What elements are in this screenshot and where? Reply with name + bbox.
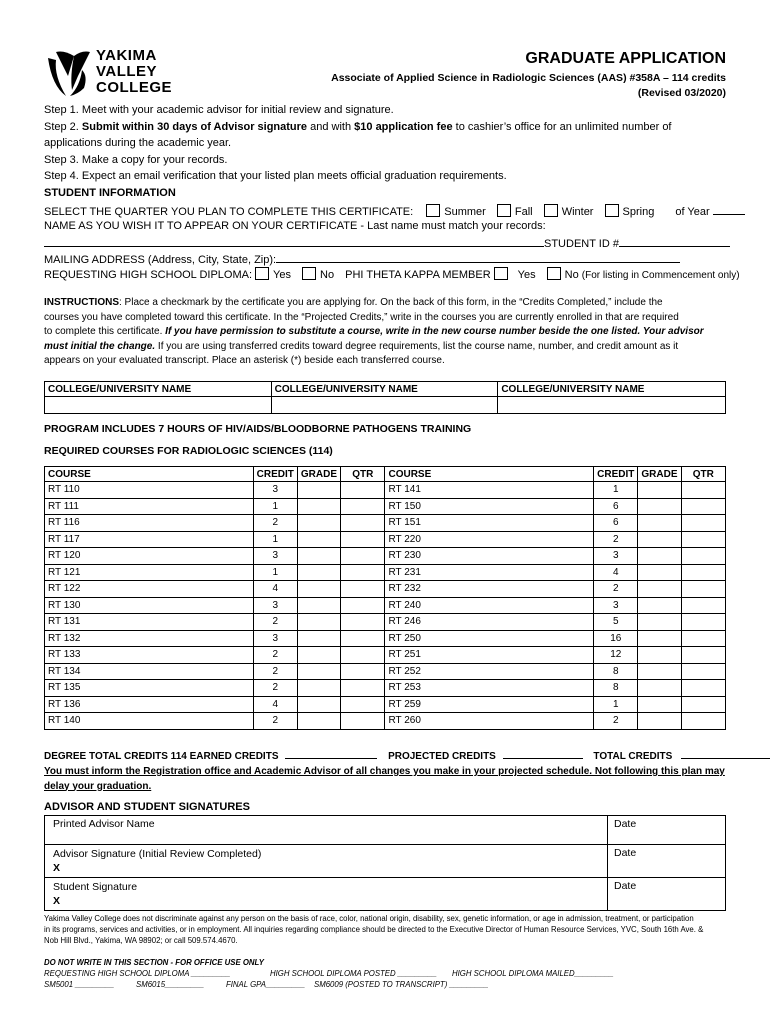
- right-grade-cell[interactable]: [638, 614, 681, 631]
- left-credit-cell: 3: [253, 630, 297, 647]
- right-course-cell: RT 246: [385, 614, 594, 631]
- of-year-label: of Year: [675, 206, 710, 218]
- left-qtr-cell[interactable]: [341, 515, 385, 532]
- right-credit-cell: 5: [594, 614, 638, 631]
- left-grade-cell[interactable]: [297, 713, 340, 730]
- course-header: COURSE: [45, 467, 254, 482]
- notice-l1: You must inform the Registration office and Academic Advisor of all changes you make in your projected schedule. Not following this plan may: [44, 766, 725, 777]
- left-credit-cell: 1: [253, 531, 297, 548]
- date-label-1: Date: [614, 818, 637, 830]
- student-id-label: STUDENT ID #: [544, 238, 619, 250]
- left-qtr-cell[interactable]: [341, 581, 385, 598]
- table-row: [45, 647, 726, 664]
- table-row: [45, 630, 726, 647]
- left-grade-cell[interactable]: [297, 597, 340, 614]
- right-grade-cell[interactable]: [638, 515, 681, 532]
- table-row: [45, 498, 726, 515]
- earned-credits-field[interactable]: [285, 748, 377, 759]
- right-credit-cell: 2: [594, 581, 638, 598]
- office-heading: DO NOT WRITE IN THIS SECTION - FOR OFFICE USE ONLY: [44, 958, 264, 967]
- instructions: [44, 296, 734, 369]
- instructions-label: INSTRUCTIONS: [44, 297, 119, 308]
- left-credit-cell: 2: [253, 680, 297, 697]
- right-course-cell: RT 230: [385, 548, 594, 565]
- right-credit-cell: 8: [594, 663, 638, 680]
- left-grade-cell[interactable]: [297, 548, 340, 565]
- advisor-signature-field[interactable]: [45, 845, 608, 878]
- instructions-l4b: If you are using transferred credits toward degree requirements, list the course name, number, and credit amount as it: [155, 340, 679, 352]
- right-grade-cell[interactable]: [638, 647, 681, 664]
- advisor-x-mark: X: [53, 862, 61, 874]
- left-qtr-cell[interactable]: [341, 531, 385, 548]
- left-credit-cell: 3: [253, 482, 297, 499]
- date-label-2: Date: [614, 847, 637, 859]
- notice-l2: delay your graduation.: [44, 780, 152, 792]
- college-field-3[interactable]: [498, 397, 726, 414]
- right-course-cell: RT 232: [385, 581, 594, 598]
- college-logo: [44, 46, 174, 98]
- left-course-cell: RT 121: [45, 564, 254, 581]
- projected-label: PROJECTED CREDITS: [388, 751, 496, 762]
- right-credit-cell: 6: [594, 515, 638, 532]
- right-qtr-cell[interactable]: [681, 630, 725, 647]
- right-qtr-cell[interactable]: [681, 647, 725, 664]
- credit-header-r: CREDIT: [594, 467, 638, 482]
- right-grade-cell[interactable]: [638, 663, 681, 680]
- notice: [44, 765, 734, 794]
- spring-label: Spring: [622, 206, 655, 218]
- right-grade-cell[interactable]: [638, 680, 681, 697]
- diploma-label: REQUESTING HIGH SCHOOL DIPLOMA:: [44, 269, 253, 281]
- office-sm6009: SM6009 (POSTED TO TRANSCRIPT) _________: [314, 980, 489, 989]
- right-qtr-cell[interactable]: [681, 564, 725, 581]
- right-qtr-cell[interactable]: [681, 482, 725, 499]
- qtr-header: QTR: [341, 467, 385, 482]
- right-credit-cell: 3: [594, 597, 638, 614]
- left-credit-cell: 2: [253, 614, 297, 631]
- step-2-fee: $10 application fee: [354, 120, 453, 133]
- left-grade-cell[interactable]: [297, 515, 340, 532]
- student-signature-field[interactable]: [45, 878, 608, 911]
- projected-credits-field[interactable]: [503, 748, 583, 759]
- student-id-field[interactable]: [619, 236, 730, 247]
- student-info-heading: STUDENT INFORMATION: [44, 187, 176, 199]
- left-course-cell: RT 136: [45, 696, 254, 713]
- left-grade-cell[interactable]: [297, 482, 340, 499]
- right-qtr-cell[interactable]: [681, 614, 725, 631]
- total-credits-field[interactable]: [681, 748, 770, 759]
- left-qtr-cell[interactable]: [341, 614, 385, 631]
- right-credit-cell: 6: [594, 498, 638, 515]
- table-row: [45, 548, 726, 565]
- student-x-mark: X: [53, 895, 61, 907]
- name-row: [44, 236, 729, 250]
- right-qtr-cell[interactable]: [681, 597, 725, 614]
- table-row: [45, 581, 726, 598]
- college-header-1: COLLEGE/UNIVERSITY NAME: [45, 382, 272, 397]
- winter-checkbox[interactable]: [544, 204, 558, 217]
- right-course-cell: RT 260: [385, 713, 594, 730]
- office-sm5001: SM5001 _________: [44, 980, 115, 989]
- left-grade-cell[interactable]: [297, 630, 340, 647]
- right-grade-cell[interactable]: [638, 696, 681, 713]
- left-course-cell: RT 132: [45, 630, 254, 647]
- winter-label: Winter: [561, 206, 594, 218]
- logo-line2: VALLEY: [96, 63, 158, 80]
- left-qtr-cell[interactable]: [341, 647, 385, 664]
- signatures-heading: ADVISOR AND STUDENT SIGNATURES: [44, 801, 250, 813]
- ptk-yes-label: Yes: [517, 269, 536, 281]
- instructions-l2: courses you have completed toward this certificate. In the “Projected Credits,” write in the courses you are currently enrolled in that are required: [44, 311, 679, 323]
- left-credit-cell: 1: [253, 498, 297, 515]
- left-course-cell: RT 120: [45, 548, 254, 565]
- left-qtr-cell[interactable]: [341, 597, 385, 614]
- left-grade-cell[interactable]: [297, 581, 340, 598]
- right-grade-cell[interactable]: [638, 597, 681, 614]
- right-grade-cell[interactable]: [638, 630, 681, 647]
- left-course-cell: RT 110: [45, 482, 254, 499]
- left-credit-cell: 2: [253, 515, 297, 532]
- right-credit-cell: 1: [594, 482, 638, 499]
- logo-line3: COLLEGE: [96, 79, 173, 96]
- left-credit-cell: 4: [253, 581, 297, 598]
- left-qtr-cell[interactable]: [341, 564, 385, 581]
- summer-checkbox[interactable]: [426, 204, 440, 217]
- step-2-mid: and with: [307, 120, 355, 133]
- instructions-l3a: to complete this certificate.: [44, 326, 166, 338]
- diploma-row: [44, 267, 740, 281]
- instructions-l1: : Place a checkmark by the certificate you are applying for. On the back of this form, in the “Credits Completed,” include the: [119, 297, 663, 308]
- summer-label: Summer: [444, 206, 486, 218]
- table-row: [45, 614, 726, 631]
- left-grade-cell[interactable]: [297, 498, 340, 515]
- grade-header-r: GRADE: [638, 467, 681, 482]
- table-row: [45, 482, 726, 499]
- right-credit-cell: 8: [594, 680, 638, 697]
- right-qtr-cell[interactable]: [681, 696, 725, 713]
- right-course-cell: RT 141: [385, 482, 594, 499]
- college-field-2[interactable]: [271, 397, 498, 414]
- right-course-cell: RT 251: [385, 647, 594, 664]
- office-req-diploma: REQUESTING HIGH SCHOOL DIPLOMA _________: [44, 969, 231, 978]
- left-course-cell: RT 133: [45, 647, 254, 664]
- date-field-3[interactable]: [608, 878, 726, 911]
- name-label: NAME AS YOU WISH IT TO APPEAR ON YOUR CERTIFICATE - Last name must match your records:: [44, 220, 546, 232]
- step-2-deadline: Submit within 30 days of Advisor signature: [81, 120, 308, 133]
- instructions-l3b: If you have permission to substitute a course, write in the new course number beside the one listed. Your advisor: [165, 326, 704, 338]
- left-grade-cell[interactable]: [297, 696, 340, 713]
- right-grade-cell[interactable]: [638, 548, 681, 565]
- right-credit-cell: 2: [594, 713, 638, 730]
- course-header-r: COURSE: [385, 467, 594, 482]
- left-grade-cell[interactable]: [297, 647, 340, 664]
- page-title: GRADUATE APPLICATION: [525, 50, 726, 67]
- right-credit-cell: 3: [594, 548, 638, 565]
- right-qtr-cell[interactable]: [681, 680, 725, 697]
- table-row: [45, 531, 726, 548]
- right-qtr-cell[interactable]: [681, 581, 725, 598]
- right-credit-cell: 12: [594, 647, 638, 664]
- right-grade-cell[interactable]: [638, 531, 681, 548]
- left-course-cell: RT 131: [45, 614, 254, 631]
- right-grade-cell[interactable]: [638, 482, 681, 499]
- course-table: [44, 466, 726, 730]
- spring-checkbox[interactable]: [605, 204, 619, 217]
- ptk-yes-checkbox[interactable]: [494, 267, 508, 280]
- right-qtr-cell[interactable]: [681, 548, 725, 565]
- office-diploma-mailed: HIGH SCHOOL DIPLOMA MAILED_________: [452, 969, 614, 978]
- left-course-cell: RT 140: [45, 713, 254, 730]
- left-course-cell: RT 117: [45, 531, 254, 548]
- nondiscrim-l2: in its programs, services and activities, or in employment. All inquiries regarding compliance should be directed to the Executive Director of Human Resource Services, YVC, South 16th Ave. &: [44, 925, 704, 934]
- qtr-header-r: QTR: [681, 467, 725, 482]
- diploma-no-checkbox[interactable]: [302, 267, 316, 280]
- quarter-row: [44, 204, 729, 218]
- steps: [44, 102, 729, 185]
- left-course-cell: RT 116: [45, 515, 254, 532]
- fall-label: Fall: [514, 206, 533, 218]
- right-grade-cell[interactable]: [638, 564, 681, 581]
- right-course-cell: RT 220: [385, 531, 594, 548]
- step-4: Step 4. Expect an email verification that your listed plan meets official graduation requirements.: [44, 170, 507, 182]
- step-2: [44, 119, 729, 136]
- instructions-l4a: must initial the change.: [44, 340, 156, 352]
- program-subtitle: Associate of Applied Science in Radiologic Sciences (AAS) #358A – 114 credits: [331, 72, 726, 84]
- mailing-field[interactable]: [276, 252, 680, 263]
- left-qtr-cell[interactable]: [341, 680, 385, 697]
- left-qtr-cell[interactable]: [341, 548, 385, 565]
- left-course-cell: RT 122: [45, 581, 254, 598]
- credit-header: CREDIT: [253, 467, 297, 482]
- date-field-2[interactable]: [608, 845, 726, 878]
- table-row: [45, 564, 726, 581]
- table-row: [45, 713, 726, 730]
- logo-line1: YAKIMA: [96, 47, 157, 64]
- left-credit-cell: 1: [253, 564, 297, 581]
- student-signature-label: Student Signature: [53, 881, 138, 893]
- right-credit-cell: 16: [594, 630, 638, 647]
- right-course-cell: RT 252: [385, 663, 594, 680]
- left-credit-cell: 2: [253, 713, 297, 730]
- program-note: PROGRAM INCLUDES 7 HOURS OF HIV/AIDS/BLOODBORNE PATHOGENS TRAINING: [44, 423, 472, 435]
- right-grade-cell[interactable]: [638, 498, 681, 515]
- left-grade-cell[interactable]: [297, 614, 340, 631]
- nondiscrim-l3: Nob Hill Blvd., Yakima, WA 98902; or call 509.574.4670.: [44, 936, 238, 945]
- degree-total-label: DEGREE TOTAL CREDITS 114 EARNED CREDITS: [44, 751, 279, 762]
- quarter-label: SELECT THE QUARTER YOU PLAN TO COMPLETE THIS CERTIFICATE:: [44, 206, 414, 218]
- left-course-cell: RT 135: [45, 680, 254, 697]
- diploma-yes-label: Yes: [273, 269, 291, 281]
- table-row: [45, 680, 726, 697]
- required-heading: REQUIRED COURSES FOR RADIOLOGIC SCIENCES (114): [44, 445, 333, 457]
- table-row: [45, 515, 726, 532]
- right-credit-cell: 1: [594, 696, 638, 713]
- logo-mark-icon: [44, 46, 96, 98]
- diploma-no-label: No: [320, 269, 335, 281]
- left-course-cell: RT 130: [45, 597, 254, 614]
- left-grade-cell[interactable]: [297, 663, 340, 680]
- right-qtr-cell[interactable]: [681, 713, 725, 730]
- right-course-cell: RT 250: [385, 630, 594, 647]
- diploma-yes-checkbox[interactable]: [255, 267, 269, 280]
- right-course-cell: RT 253: [385, 680, 594, 697]
- office-sm6015: SM6015_________: [136, 980, 205, 989]
- right-course-cell: RT 259: [385, 696, 594, 713]
- right-credit-cell: 2: [594, 531, 638, 548]
- college-header-2: COLLEGE/UNIVERSITY NAME: [271, 382, 498, 397]
- right-qtr-cell[interactable]: [681, 498, 725, 515]
- left-credit-cell: 2: [253, 663, 297, 680]
- office-use-section: [44, 957, 734, 990]
- office-row-2: [44, 979, 734, 990]
- mailing-label: MAILING ADDRESS (Address, City, State, Zip):: [44, 254, 277, 266]
- signature-table: [44, 815, 726, 911]
- left-course-cell: RT 134: [45, 663, 254, 680]
- left-qtr-cell[interactable]: [341, 713, 385, 730]
- grade-header: GRADE: [297, 467, 340, 482]
- nondiscrimination-statement: [44, 913, 734, 946]
- advisor-signature-label: Advisor Signature (Initial Review Completed): [53, 848, 262, 860]
- date-field-1[interactable]: [608, 816, 726, 845]
- fall-checkbox[interactable]: [497, 204, 511, 217]
- ptk-label: PHI THETA KAPPA MEMBER: [345, 269, 491, 281]
- office-diploma-posted: HIGH SCHOOL DIPLOMA POSTED _________: [270, 969, 437, 978]
- name-field[interactable]: [44, 236, 544, 247]
- step-2-rest: to cashier’s office for an unlimited number of: [452, 120, 672, 133]
- college-header-3: COLLEGE/UNIVERSITY NAME: [498, 382, 726, 397]
- left-credit-cell: 3: [253, 597, 297, 614]
- left-qtr-cell[interactable]: [341, 498, 385, 515]
- left-grade-cell[interactable]: [297, 531, 340, 548]
- right-grade-cell[interactable]: [638, 713, 681, 730]
- left-course-cell: RT 111: [45, 498, 254, 515]
- step-2-cont: applications during the academic year.: [44, 137, 232, 149]
- instructions-l5: appears on your evaluated transcript. Place an asterisk (*) beside each transferred course.: [44, 355, 445, 367]
- nondiscrim-l1: Yakima Valley College does not discriminate against any person on the basis of race, color, national origin, disability, sex, genetic information, or age in admission, treatment, or participation: [44, 914, 694, 923]
- college-field-1[interactable]: [45, 397, 272, 414]
- left-credit-cell: 2: [253, 647, 297, 664]
- office-final-gpa: FINAL GPA_________: [226, 980, 306, 989]
- right-credit-cell: 4: [594, 564, 638, 581]
- right-qtr-cell[interactable]: [681, 663, 725, 680]
- left-qtr-cell[interactable]: [341, 630, 385, 647]
- right-course-cell: RT 231: [385, 564, 594, 581]
- total-label: TOTAL CREDITS: [593, 751, 673, 762]
- right-course-cell: RT 240: [385, 597, 594, 614]
- table-row: [45, 663, 726, 680]
- totals-row: [44, 748, 734, 762]
- printed-advisor-field[interactable]: [45, 816, 608, 845]
- left-credit-cell: 4: [253, 696, 297, 713]
- left-grade-cell[interactable]: [297, 564, 340, 581]
- right-course-cell: RT 151: [385, 515, 594, 532]
- office-row-1: [44, 968, 734, 979]
- ptk-no-label: No: [564, 269, 579, 281]
- mailing-row: [44, 252, 729, 266]
- left-qtr-cell[interactable]: [341, 663, 385, 680]
- printed-advisor-label: Printed Advisor Name: [53, 818, 155, 830]
- right-qtr-cell[interactable]: [681, 531, 725, 548]
- left-qtr-cell[interactable]: [341, 696, 385, 713]
- right-course-cell: RT 150: [385, 498, 594, 515]
- revised-date: (Revised 03/2020): [637, 87, 726, 99]
- left-grade-cell[interactable]: [297, 680, 340, 697]
- left-credit-cell: 3: [253, 548, 297, 565]
- college-table: [44, 381, 726, 414]
- year-field[interactable]: [713, 204, 745, 215]
- table-row: [45, 597, 726, 614]
- step-2-prefix: Step 2.: [44, 120, 82, 133]
- step-3: Step 3. Make a copy for your records.: [44, 153, 228, 166]
- table-row: [45, 696, 726, 713]
- ptk-no-checkbox[interactable]: [547, 267, 561, 280]
- right-grade-cell[interactable]: [638, 581, 681, 598]
- right-qtr-cell[interactable]: [681, 515, 725, 532]
- left-qtr-cell[interactable]: [341, 482, 385, 499]
- ptk-note: (For listing in Commencement only): [581, 270, 740, 281]
- step-1: Step 1. Meet with your academic advisor for initial review and signature.: [44, 104, 394, 116]
- date-label-3: Date: [614, 880, 637, 892]
